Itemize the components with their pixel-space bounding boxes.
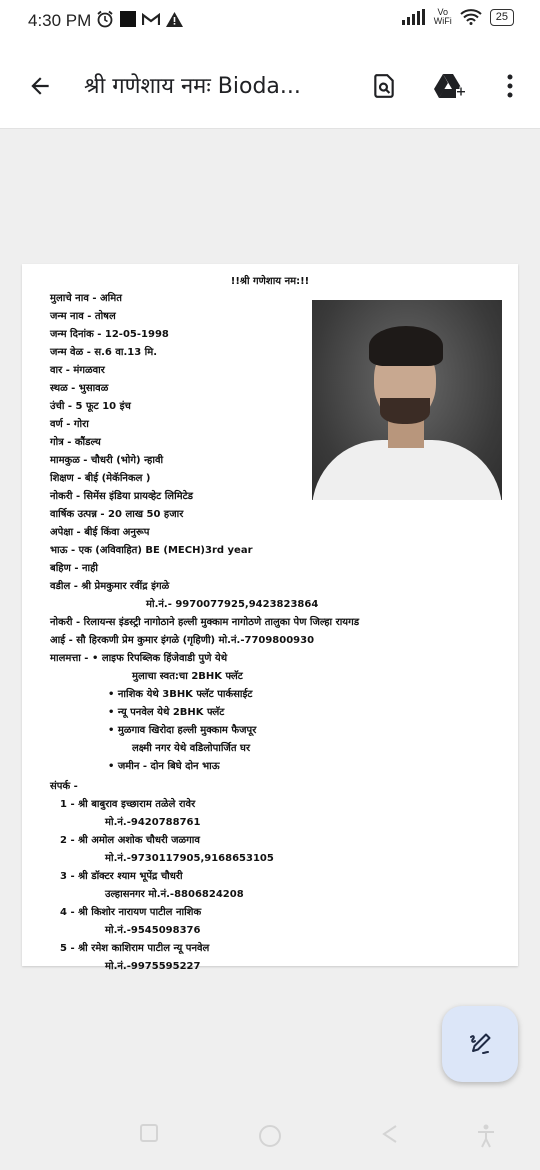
line-job: नोकरी - सिमेंस इंडिया प्रायव्हेट लिमिटेड <box>50 491 194 502</box>
warning-icon <box>166 12 183 27</box>
notification-icons <box>96 10 183 28</box>
line-income: वार्षिक उत्पन्न - 20 लाख 50 हजार <box>50 509 184 520</box>
line-height: उंची - 5 फूट 10 इंच <box>50 401 131 412</box>
recents-nav-icon[interactable] <box>140 1124 158 1142</box>
app-bar <box>0 46 540 129</box>
line-gotra: गोत्र - कौंडल्य <box>50 437 101 448</box>
system-status-icons <box>402 8 514 26</box>
home-nav-icon[interactable] <box>258 1124 282 1148</box>
line-education: शिक्षण - बीई (मेकॅनिकल ) <box>50 473 151 484</box>
line-place: स्थळ - भुसावळ <box>50 383 109 394</box>
line-contact-2-phone: मो.नं.-9730117905,9168653105 <box>105 853 274 864</box>
document-page[interactable] <box>22 264 518 972</box>
back-nav-icon[interactable] <box>380 1124 400 1144</box>
line-contact-3: 3 - श्री डॉक्टर श्याम भूपेंद्र चौधरी <box>60 871 183 882</box>
wifi-icon <box>460 9 482 25</box>
signal-icon <box>402 9 426 25</box>
square-notification-icon <box>120 11 136 27</box>
more-vert-icon <box>507 74 513 98</box>
line-property: मालमत्ता - • लाइफ रिपब्लिक हिंजेवाडी पुणे येथे <box>50 653 228 664</box>
accessibility-icon[interactable] <box>476 1124 496 1148</box>
line-complexion: वर्ण - गोरा <box>50 419 89 430</box>
line-dob: जन्म दिनांक - 12-05-1998 <box>50 329 169 340</box>
line-birth-name: जन्म नाव - तोषल <box>50 311 116 322</box>
back-button[interactable] <box>22 68 58 104</box>
add-to-drive-icon <box>434 72 466 100</box>
vo-label: Vo <box>437 7 448 17</box>
line-contact-3-phone: उल्हासनगर मो.नं.-8806824208 <box>105 889 244 900</box>
line-property-4b: लक्ष्मी नगर येथे वडिलोपार्जित घर <box>132 743 251 754</box>
line-contact-1-phone: मो.नं.-9420788761 <box>105 817 201 828</box>
line-contacts-heading: संपर्क - <box>50 781 78 792</box>
add-to-drive-button[interactable] <box>430 66 470 106</box>
profile-photo <box>312 300 502 500</box>
line-brother: भाऊ - एक (अविवाहित) BE (MECH)3rd year <box>50 545 253 556</box>
page-header: !!श्री गणेशाय नम:!! <box>230 276 310 287</box>
line-contact-2: 2 - श्री अमोल अशोक चौधरी जळगाव <box>60 835 200 846</box>
line-contact-5: 5 - श्री रमेश काशिराम पाटील न्यू पनवेल <box>60 943 210 954</box>
line-father: वडील - श्री प्रेमकुमार रवींद्र इंगळे <box>50 581 170 592</box>
line-property-4: • मुळगाव खिरोदा हल्ली मुक्काम फैजपूर <box>108 725 257 736</box>
alarm-icon <box>96 10 114 28</box>
arrow-left-icon <box>27 73 53 99</box>
status-bar <box>0 0 540 46</box>
line-birth-time: जन्म वेळ - स.6 वा.13 मि. <box>50 347 158 358</box>
line-sister: बहिण - नाही <box>50 563 98 574</box>
line-property-1b: मुलाचा स्वत:चा 2BHK फ्लॅट <box>132 671 243 682</box>
line-property-2: • नाशिक येथे 3BHK फ्लॅट पार्कसाईट <box>108 689 253 700</box>
edit-fab-button[interactable] <box>442 1006 518 1082</box>
line-contact-4: 4 - श्री किशोर नारायण पाटील नाशिक <box>60 907 202 918</box>
line-name: मुलाचे नाव - अमित <box>50 293 122 304</box>
wifi-label: WiFi <box>433 16 452 26</box>
more-options-button[interactable] <box>490 66 530 106</box>
vowifi-indicator <box>434 8 452 26</box>
line-mother: आई - सौ हिरकणी प्रेम कुमार इंगळे (गृहिणी) मो.नं.-7709800930 <box>50 635 315 646</box>
find-in-page-button[interactable] <box>364 66 404 106</box>
document-title: श्री गणेशाय नमः Bioda... <box>84 74 301 99</box>
gmail-icon <box>142 12 160 26</box>
line-contact-1: 1 - श्री बाबुराव इच्छाराम तळेले रावेर <box>60 799 196 810</box>
line-day: वार - मंगळवार <box>50 365 105 376</box>
edit-pen-icon <box>465 1029 495 1059</box>
find-in-page-icon <box>371 73 397 99</box>
line-property-5: • जमीन - दोन बिघे दोन भाऊ <box>108 761 220 772</box>
line-property-3: • न्यू पनवेल येथे 2BHK फ्लॅट <box>108 707 225 718</box>
line-expectation: अपेक्षा - बीई किंवा अनुरूप <box>50 527 150 538</box>
status-time: 4:30 PM <box>28 11 92 30</box>
line-contact-5-phone: मो.नं.-9975595227 <box>105 961 201 972</box>
line-contact-4-phone: मो.नं.-9545098376 <box>105 925 201 936</box>
line-father-phone: मो.नं.- 9970077925,9423823864 <box>146 599 319 610</box>
line-mamkul: मामकुळ - चौधरी (भोगे) न्हावी <box>50 455 164 466</box>
line-father-job: नोकरी - रिलायन्स इंडस्ट्री नागोठाने हल्ली मुक्काम नागोठणे तालुका पेण जिल्हा रायगड <box>50 617 360 628</box>
battery-icon: 25 <box>490 9 514 26</box>
